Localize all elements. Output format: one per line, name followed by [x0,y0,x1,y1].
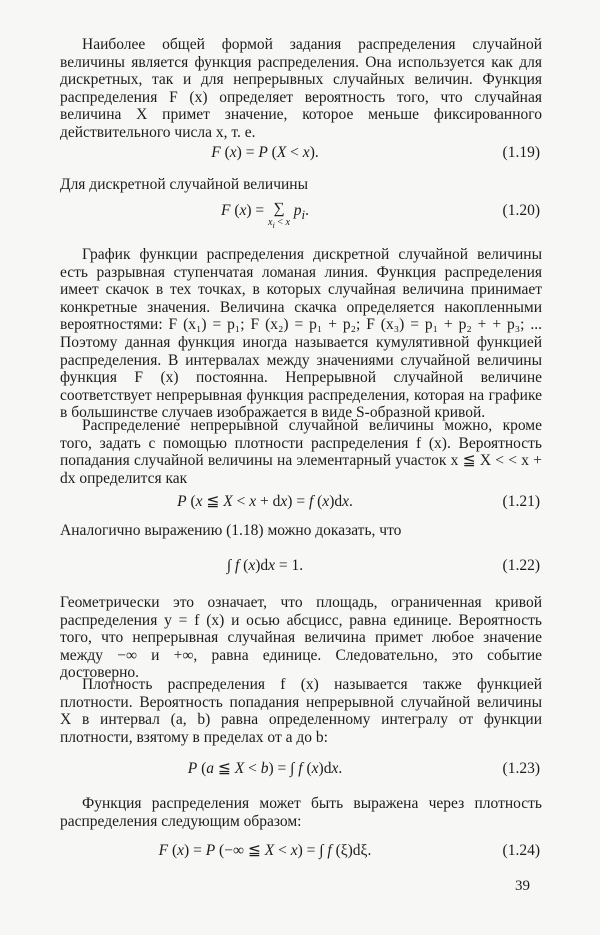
equation-number: (1.20) [502,202,540,219]
paragraph-discrete-graph: График функции распределения дискретной случайной величины есть разрывная ступенчатая ломаная линия. Функция распределения имеет скачок в тех точках, в которых случайная величина принимает конкретные значения. Величина скачка определяется накопленными вероятностями: F (x₁) = p₁; F (x₂) = p₁ + p₂; F (x₃) = p₁ + p₂ + + p₃; ... Поэтому данная функция иногда называется кумулятивной функцией распределения. В интервалах между значениями случайной величины функция F (x) постоянна. Непрерывной случайной величине соответствует непрерывная функция распределения, которая на графике в большинстве случаев изображается в виде S-образной кривой. [60,246,542,422]
equation-number: (1.22) [502,557,540,574]
formula-1-24-expression: F (x) = P (−∞ ≦ X < x) = ∫ f (ξ)dξ. [158,842,372,859]
formula-1-22-expression: ∫ f (x)dx = 1. [226,557,304,574]
formula-1-22 [60,545,542,587]
paragraph-distribution-function: Наиболее общей формой задания распределения случайной величины является функция распределения. Она используется как для дискретных, так и для непрерывных случайных величин. Функция распределения F (x) определяет вероятность того, что случайная величина X примет значение, которое меньше фиксированного действительного числа x, т. е. [60,36,542,141]
paragraph-geometric: Геометрически это означает, что площадь, ограниченная кривой распределения y = f (x) и осью абсцисс, равна единице. Вероятность того, что непрерывная случайная величина примет любое значение между −∞ и +∞, равна единице. Следовательно, это событие достоверно. [60,594,542,682]
formula-1-21 [60,491,542,513]
equation-number: (1.21) [502,493,540,510]
page-number: 39 [515,878,530,894]
equation-number: (1.23) [502,760,540,777]
equation-number: (1.19) [502,144,540,161]
formula-1-19-expression: F (x) = P (X < x). [211,144,319,161]
formula-1-21-expression: P (x ≦ X < x + dx) = f (x)dx. [177,493,353,510]
formula-1-19 [60,142,542,164]
paragraph-density: Распределение непрерывной случайной величины можно, кроме того, задать с помощью плотности распределения f (x). Вероятность попадания случайной величины на элементарный участок x ≦ X < < x + dx определится как [60,417,542,487]
formula-1-24 [60,830,542,872]
paragraph-density-function: Плотность распределения f (x) называется также функцией плотности. Вероятность попадания непрерывной случайной величины X в интервал (a, b) равна определенному интегралу от функции плотности, взятому в пределах от a до b: [60,676,542,746]
paragraph-discrete: Для дискретной случайной величины [60,176,309,193]
formula-1-20 [60,200,542,230]
paragraph-expression: Функция распределения может быть выражена через плотность распределения следующим образом: [60,795,542,830]
equation-number: (1.24) [502,842,540,859]
formula-1-23-expression: P (a ≦ X < b) = ∫ f (x)dx. [187,760,343,777]
formula-1-20-expression: F (x) = ∑ $x_i < x$ $p_i$. [220,200,310,230]
formula-1-23 [60,748,542,790]
paragraph-analogous: Аналогично выражению (1.18) можно доказать, что [60,522,402,539]
